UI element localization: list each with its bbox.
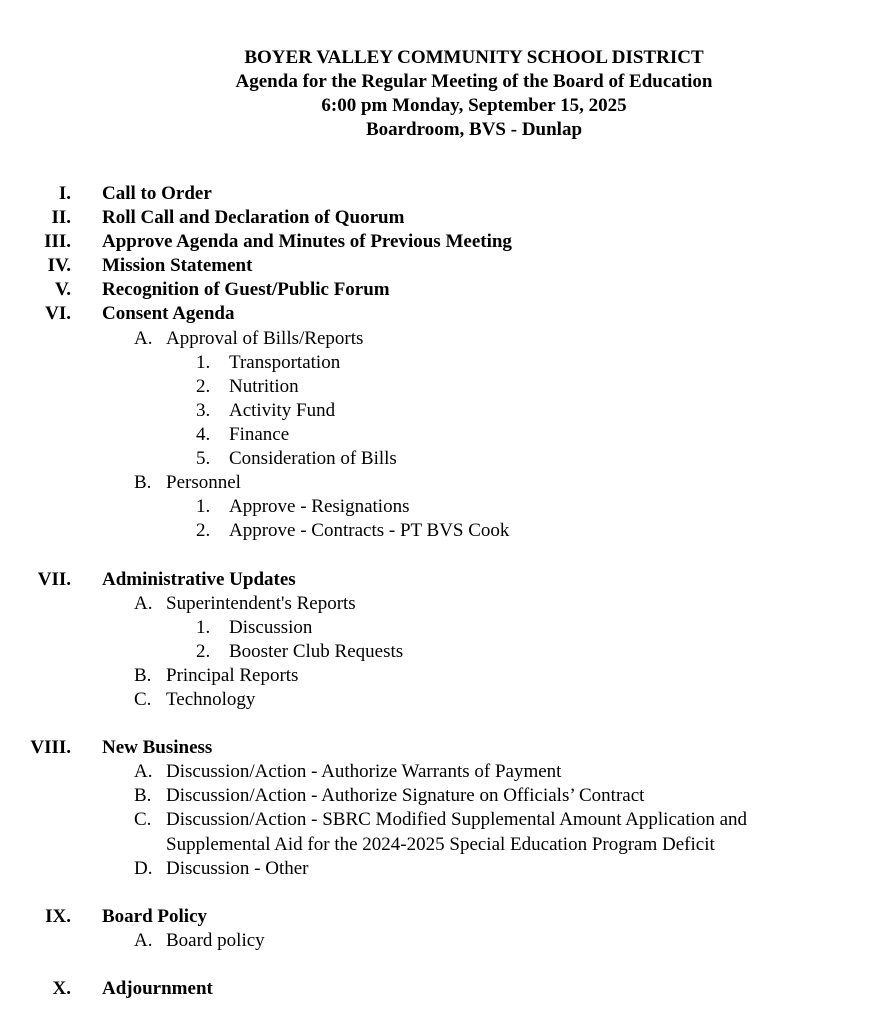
item-number: 1. (196, 351, 211, 373)
section-title: Mission Statement (102, 255, 253, 277)
agenda-subitem (0, 471, 873, 495)
agenda-numbered-item (0, 399, 873, 423)
item-label: Approve - Contracts - PT BVS Cook (229, 520, 510, 542)
subitem-marker: D. (134, 857, 153, 879)
subitem-label: Technology (166, 688, 256, 710)
agenda-numbered-item (0, 640, 873, 664)
agenda-section (0, 230, 873, 254)
item-label: Discussion (229, 616, 313, 638)
agenda-subitem (0, 592, 873, 616)
item-number: 2. (196, 520, 211, 542)
item-label: Booster Club Requests (229, 640, 404, 662)
section-numeral: I. (58, 183, 71, 204)
subitem-label: Personnel (166, 472, 241, 494)
subitem-marker: B. (134, 664, 152, 686)
document-header (0, 46, 873, 142)
section-title: Approve Agenda and Minutes of Previous Meeting (102, 231, 512, 253)
subitem-marker: A. (134, 761, 153, 783)
agenda-numbered-item (0, 375, 873, 399)
section-numeral: II. (51, 207, 71, 229)
agenda-section (0, 302, 873, 326)
subitem-marker: B. (134, 785, 152, 807)
item-number: 1. (196, 496, 211, 518)
agenda-subitem (0, 808, 873, 832)
agenda-subitem (0, 857, 873, 881)
item-number: 5. (196, 448, 211, 470)
section-title: Adjournment (102, 978, 213, 1000)
subitem-marker: A. (134, 929, 153, 951)
section-numeral: IV. (47, 255, 71, 277)
item-number: 3. (196, 399, 211, 421)
agenda-subitem (0, 784, 873, 808)
section-title: Consent Agenda (102, 303, 235, 325)
subitem-label-continued: Supplemental Aid for the 2024-2025 Special Education Program Deficit (166, 833, 715, 855)
agenda-subitem (0, 760, 873, 784)
section-title: Recognition of Guest/Public Forum (102, 279, 390, 301)
subitem-marker: A. (134, 327, 153, 349)
item-number: 4. (196, 423, 211, 445)
agenda-subitem (0, 327, 873, 351)
agenda-list (0, 182, 873, 1001)
agenda-section (0, 254, 873, 278)
item-number: 1. (196, 616, 211, 638)
item-label: Activity Fund (229, 399, 336, 421)
item-number: 2. (196, 375, 211, 397)
spacer (0, 712, 873, 736)
section-numeral: III. (44, 231, 71, 253)
agenda-section (0, 278, 873, 302)
agenda-numbered-item (0, 616, 873, 640)
agenda-section (0, 977, 873, 1001)
agenda-numbered-item (0, 447, 873, 471)
subitem-marker: C. (134, 688, 152, 710)
subitem-marker: C. (134, 809, 152, 831)
agenda-subitem (0, 688, 873, 712)
section-numeral: IX. (45, 905, 71, 927)
subitem-label: Board policy (166, 929, 265, 951)
subitem-marker: A. (134, 592, 153, 614)
item-label: Consideration of Bills (229, 448, 397, 470)
agenda-section (0, 182, 873, 206)
item-label: Transportation (229, 351, 341, 373)
agenda-section (0, 905, 873, 929)
meeting-datetime: 6:00 pm Monday, September 15, 2025 (321, 95, 627, 116)
item-label: Approve - Resignations (229, 496, 410, 518)
section-numeral: VII. (37, 568, 71, 590)
section-numeral: VI. (45, 303, 71, 325)
spacer (0, 881, 873, 905)
subitem-label: Discussion - Other (166, 857, 309, 879)
spacer (0, 543, 873, 567)
subitem-label: Discussion/Action - Authorize Warrants of Payment (166, 761, 562, 783)
section-title: Roll Call and Declaration of Quorum (102, 207, 405, 229)
agenda-section (0, 206, 873, 230)
section-numeral: X. (52, 978, 71, 1000)
item-label: Finance (229, 423, 290, 445)
agenda-subitem (0, 664, 873, 688)
subitem-label: Discussion/Action - Authorize Signature on Officials’ Contract (166, 785, 645, 807)
subitem-label: Superintendent's Reports (166, 592, 356, 614)
item-label: Nutrition (229, 375, 299, 397)
agenda-numbered-item (0, 519, 873, 543)
spacer (0, 953, 873, 977)
agenda-section (0, 736, 873, 760)
agenda-subitem-continuation (0, 833, 873, 857)
district-name: BOYER VALLEY COMMUNITY SCHOOL DISTRICT (244, 47, 704, 68)
meeting-location: Boardroom, BVS - Dunlap (365, 119, 583, 140)
subitem-label: Approval of Bills/Reports (166, 327, 364, 349)
section-title: Board Policy (102, 905, 208, 927)
section-title: New Business (102, 737, 213, 759)
agenda-numbered-item (0, 351, 873, 375)
agenda-subitem (0, 929, 873, 953)
section-numeral: V. (54, 279, 71, 301)
agenda-section (0, 568, 873, 592)
section-title: Call to Order (102, 183, 212, 204)
subitem-marker: B. (134, 472, 152, 494)
subitem-label: Principal Reports (166, 664, 299, 686)
item-number: 2. (196, 640, 211, 662)
agenda-title: Agenda for the Regular Meeting of the Board of Education (235, 71, 713, 92)
agenda-numbered-item (0, 495, 873, 519)
agenda-numbered-item (0, 423, 873, 447)
subitem-label: Discussion/Action - SBRC Modified Supplemental Amount Application and (166, 809, 748, 831)
section-title: Administrative Updates (102, 568, 296, 590)
section-numeral: VIII. (30, 737, 71, 759)
